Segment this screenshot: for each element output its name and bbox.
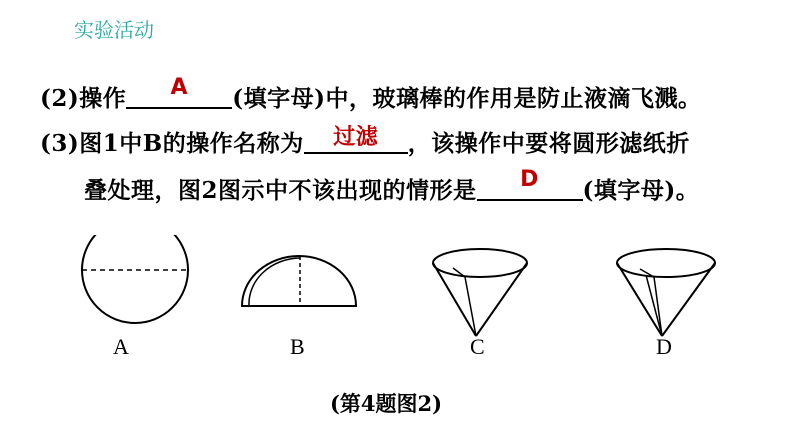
label-c: C [470, 334, 485, 359]
label-b: B [290, 334, 305, 359]
q3-answer1: 过滤 [333, 125, 379, 150]
q2-prefix: (2)操作 [40, 85, 127, 112]
filter-paper-figure [0, 235, 794, 345]
figure-b-semicircle [242, 256, 356, 306]
q3-middle: ，该操作中要将圆形滤纸折 [407, 130, 690, 157]
figure-c-cone [433, 249, 527, 336]
section-header: 实验活动 [74, 18, 154, 42]
label-a: A [113, 334, 129, 359]
q3-prefix: (3)图1中B的操作名称为 [40, 130, 304, 157]
q3-line2-prefix: 叠处理，图2图示中不该出现的情形是 [84, 177, 477, 204]
q3-line2-suffix: (填字母)。 [582, 177, 700, 204]
q2-suffix: (填字母)中，玻璃棒的作用是防止液滴飞溅。 [232, 85, 702, 112]
question-3-line2 [84, 167, 700, 205]
question-2 [40, 75, 702, 113]
figure-caption: (第4题图2) [330, 391, 443, 416]
q3-answer2: D [520, 167, 539, 192]
label-d: D [656, 334, 672, 359]
question-3-line1 [40, 125, 690, 158]
figure-a-circle [82, 235, 188, 323]
q3-answer2-blank [477, 167, 583, 201]
q3-answer1-blank [304, 125, 408, 154]
q2-answer-blank [126, 75, 232, 109]
figure-d-cone [617, 249, 715, 336]
q2-answer: A [170, 75, 189, 100]
